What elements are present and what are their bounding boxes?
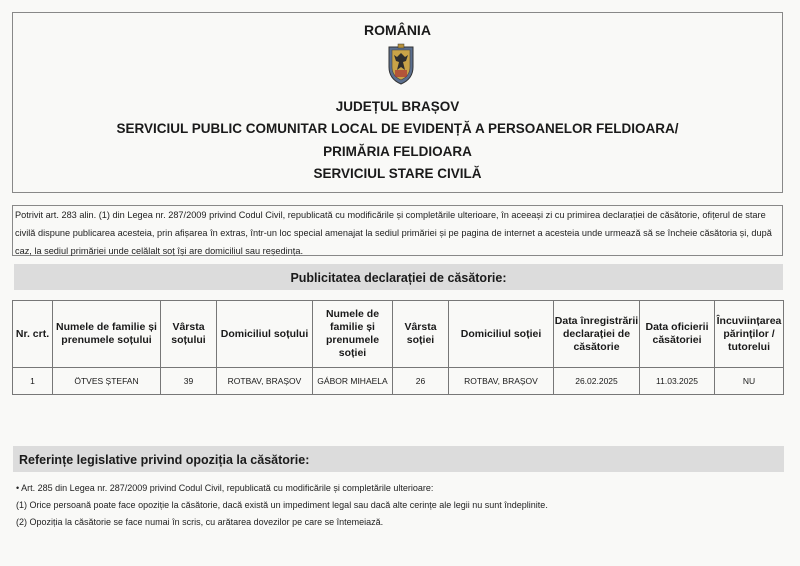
service-title-line1: SERVICIUL PUBLIC COMUNITAR LOCAL DE EVIDENȚĂ A PERSOANELOR FELDIOARA/ [116,121,679,136]
legal-ref-item: (1) Orice persoană poate face opoziție la căsătorie, dacă există un impediment legal sau dacă alte cerințe ale legii nu sunt îndeplinite. [16,500,548,510]
table-cell: 11.03.2025 [640,368,715,395]
column-header: Numele de familie și prenumele soțului [53,301,161,368]
column-header: Domiciliul soțului [217,301,313,368]
column-header: Vârsta soției [393,301,449,368]
table-cell: 39 [161,368,217,395]
publicity-section-title: Publicitatea declarației de căsătorie: [14,264,783,290]
document-header [12,12,783,193]
column-header: Data oficierii căsătoriei [640,301,715,368]
legal-refs-text [16,480,548,531]
legal-refs-section-title: Referințe legislative privind opoziția la căsătorie: [13,446,784,472]
table-cell: ÖTVES ȘTEFAN [53,368,161,395]
table-cell: NU [715,368,784,395]
table-cell: 26 [393,368,449,395]
column-header: Data înregistrării declarației de căsătorie [554,301,640,368]
intro-paragraph: Potrivit art. 283 alin. (1) din Legea nr. 287/2009 privind Codul Civil, republicată cu modificările și completările ulterioare, în aceeași zi cu primirea declarației de căsătorie, ofițerul de stare civilă dispune publicarea acesteia, prin afișarea în extras, într-un loc special amenajat la sediul primăriei și pe pagina de internet a acesteia unde urmează să se încheie căsătoria și, după caz, la sediul primăriei unde celălalt soț își are domiciliul sau reședința. [12,205,783,256]
table-cell: ROTBAV, BRAȘOV [217,368,313,395]
table-cell: GÁBOR MIHAELA [313,368,393,395]
romania-coat-of-arms-icon [386,43,416,85]
county-title: JUDEȚUL BRAȘOV [335,99,460,114]
table-cell: ROTBAV, BRAȘOV [449,368,554,395]
column-header: Nr. crt. [13,301,53,368]
table-cell: 26.02.2025 [554,368,640,395]
service-title-line2: PRIMĂRIA FELDIOARA [323,144,472,159]
column-header: Vârsta soțului [161,301,217,368]
legal-ref-bullet: • Art. 285 din Legea nr. 287/2009 privind Codul Civil, republicată cu modificările și completările ulterioare: [16,483,434,493]
marriage-declarations-table [12,300,784,395]
column-header: Numele de familie și prenumele soției [313,301,393,368]
column-header: Încuviințarea părinților / tutorelui [715,301,784,368]
table-cell: 1 [13,368,53,395]
table-header-row [13,301,784,368]
legal-ref-item: (2) Opoziția la căsătorie se face numai în scris, cu arătarea dovezilor pe care se întemeiază. [16,517,384,527]
column-header: Domiciliul soției [449,301,554,368]
table-row [13,368,784,395]
department-title: SERVICIUL STARE CIVILĂ [313,166,482,181]
country-title: ROMÂNIA [364,22,431,38]
